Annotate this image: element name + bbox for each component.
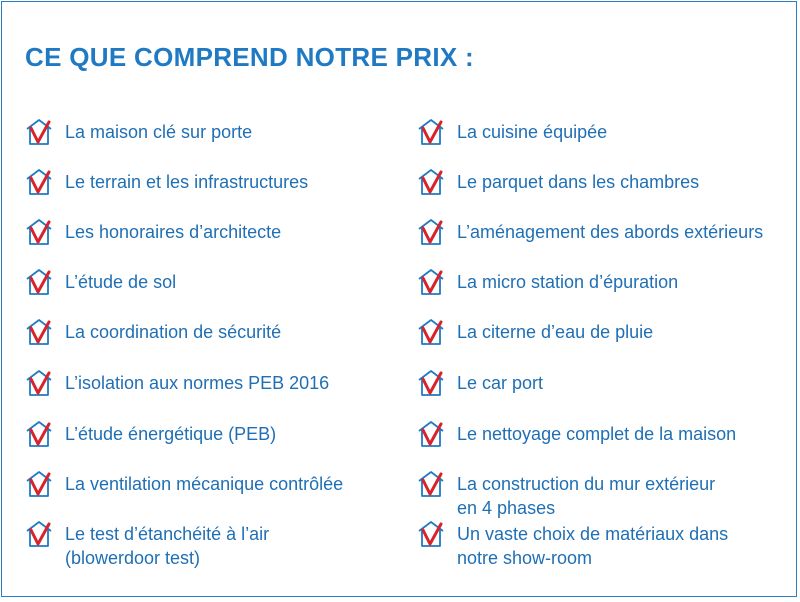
list-item-label xyxy=(65,371,329,395)
list-item xyxy=(24,320,281,347)
list-item-line: La ventilation mécanique contrôlée xyxy=(65,474,344,494)
house-checkmark-icon xyxy=(24,317,54,347)
list-item-line: La cuisine équipée xyxy=(457,122,608,142)
list-item xyxy=(416,371,543,398)
list-item-line: La citerne d’eau de pluie xyxy=(457,322,654,342)
list-item xyxy=(24,270,176,297)
list-item-line: La maison clé sur porte xyxy=(65,122,253,142)
list-item-line: Le nettoyage complet de la maison xyxy=(457,424,737,444)
house-checkmark-icon xyxy=(24,519,54,549)
list-item-line: Le car port xyxy=(457,373,544,393)
list-item xyxy=(416,422,736,449)
list-item-label xyxy=(457,320,653,344)
list-item-line: L’étude énergétique (PEB) xyxy=(65,424,277,444)
list-item-line: La coordination de sécurité xyxy=(65,322,282,342)
list-item xyxy=(416,270,678,297)
list-item xyxy=(416,472,715,520)
list-item-label xyxy=(457,422,736,446)
list-item-label xyxy=(65,120,252,144)
list-item-line: en 4 phases xyxy=(457,498,556,518)
list-item-line: Les honoraires d’architecte xyxy=(65,222,282,242)
list-item-label xyxy=(65,320,281,344)
house-checkmark-icon xyxy=(24,368,54,398)
included-list-right xyxy=(392,2,800,602)
house-checkmark-icon xyxy=(416,419,446,449)
house-checkmark-icon xyxy=(416,167,446,197)
included-list-left xyxy=(2,2,392,602)
house-checkmark-icon xyxy=(24,117,54,147)
list-item-line: Le parquet dans les chambres xyxy=(457,172,700,192)
list-item-line: (blowerdoor test) xyxy=(65,548,201,568)
list-item-line: L’isolation aux normes PEB 2016 xyxy=(65,373,330,393)
house-checkmark-icon xyxy=(416,469,446,499)
list-item-line: L’étude de sol xyxy=(65,272,177,292)
house-checkmark-icon xyxy=(416,368,446,398)
list-item-label xyxy=(457,170,699,194)
list-item-label xyxy=(457,270,678,294)
list-item xyxy=(24,371,329,398)
house-checkmark-icon xyxy=(24,167,54,197)
house-checkmark-icon xyxy=(416,217,446,247)
list-item xyxy=(416,320,653,347)
page-frame xyxy=(1,1,797,597)
list-item-line: Un vaste choix de matériaux dans xyxy=(457,524,729,544)
list-item xyxy=(24,472,343,499)
house-checkmark-icon xyxy=(416,267,446,297)
house-checkmark-icon xyxy=(416,117,446,147)
list-item-label xyxy=(65,472,343,496)
list-item-label xyxy=(457,472,715,520)
list-item-line: Le test d’étanchéité à l’air xyxy=(65,524,270,544)
list-item-line: La micro station d’épuration xyxy=(457,272,679,292)
list-item-label xyxy=(65,522,269,570)
house-checkmark-icon xyxy=(24,419,54,449)
list-item-label xyxy=(65,270,176,294)
list-item-label xyxy=(457,522,728,570)
page-title: CE QUE COMPREND NOTRE PRIX : xyxy=(25,42,474,72)
list-item xyxy=(24,522,269,570)
list-item-line: notre show-room xyxy=(457,548,593,568)
house-checkmark-icon xyxy=(24,267,54,297)
house-checkmark-icon xyxy=(24,217,54,247)
list-item xyxy=(416,220,763,247)
house-checkmark-icon xyxy=(416,519,446,549)
list-item xyxy=(24,422,276,449)
list-item xyxy=(416,120,607,147)
list-item-label xyxy=(65,422,276,446)
house-checkmark-icon xyxy=(416,317,446,347)
list-item-line: Le terrain et les infrastructures xyxy=(65,172,309,192)
list-item-label xyxy=(457,120,607,144)
list-item-line: La construction du mur extérieur xyxy=(457,474,716,494)
list-item-label xyxy=(65,220,281,244)
house-checkmark-icon xyxy=(24,469,54,499)
list-item xyxy=(24,170,308,197)
list-item xyxy=(416,522,728,570)
list-item-line: L’aménagement des abords extérieurs xyxy=(457,222,764,242)
list-item xyxy=(416,170,699,197)
list-item xyxy=(24,120,252,147)
list-item xyxy=(24,220,281,247)
list-item-label xyxy=(457,220,763,244)
list-item-label xyxy=(65,170,308,194)
list-item-label xyxy=(457,371,543,395)
